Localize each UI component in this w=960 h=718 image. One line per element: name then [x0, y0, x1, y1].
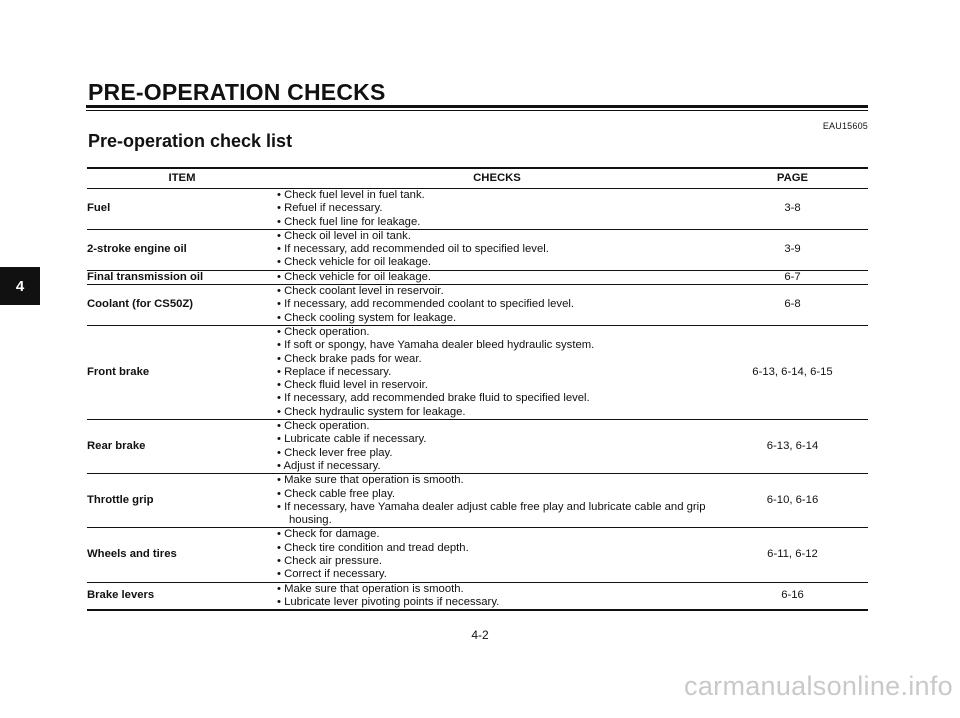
table-row [87, 528, 868, 582]
check-list [277, 420, 717, 473]
check-item: • Check coolant level in reservoir. [277, 285, 444, 298]
check-item: • Make sure that operation is smooth. [277, 474, 464, 487]
checks-cell [277, 420, 717, 474]
checks-cell [277, 189, 717, 230]
item-cell: Brake levers [87, 582, 277, 610]
item-cell: Throttle grip [87, 474, 277, 528]
check-item: • Check cable free play. [277, 487, 396, 500]
check-list [277, 474, 717, 527]
item-cell: 2-stroke engine oil [87, 229, 277, 270]
check-item: • Check fluid level in reservoir. [277, 379, 428, 392]
table-row [87, 189, 868, 230]
item-cell: Final transmission oil [87, 270, 277, 284]
column-header-item: ITEM [87, 168, 277, 189]
check-list [277, 528, 717, 581]
check-item: • If necessary, add recommended coolant to specified level. [277, 298, 574, 311]
chapter-tab: 4 [0, 267, 40, 305]
check-list [277, 285, 717, 325]
checks-cell [277, 528, 717, 582]
column-header-page: PAGE [717, 168, 868, 189]
section-title: PRE-OPERATION CHECKS [88, 79, 386, 105]
check-item: • Check vehicle for oil leakage. [277, 270, 432, 283]
item-cell: Front brake [87, 325, 277, 419]
check-item: • Check brake pads for wear. [277, 352, 422, 365]
check-list [277, 326, 717, 419]
page-cell: 6-10, 6-16 [717, 474, 868, 528]
check-item: • Check fuel level in fuel tank. [277, 189, 425, 201]
table-row [87, 229, 868, 270]
check-item: • Check fuel line for leakage. [277, 215, 421, 228]
page-cell: 6-7 [717, 270, 868, 284]
page-cell: 3-8 [717, 189, 868, 230]
table-row [87, 474, 868, 528]
check-list [277, 230, 717, 270]
table-header-row [87, 168, 868, 189]
check-item: • Make sure that operation is smooth. [277, 582, 464, 595]
title-rule [86, 105, 868, 108]
check-item: • Check cooling system for leakage. [277, 311, 457, 324]
check-item: • Replace if necessary. [277, 365, 392, 378]
check-item: • Check for damage. [277, 528, 380, 541]
check-item: • If necessary, have Yamaha dealer adjust cable free play and lubricate cable and grip housing. [277, 500, 706, 527]
page-cell: 6-8 [717, 285, 868, 326]
page-subtitle: Pre-operation check list [88, 131, 293, 151]
table-body [87, 189, 868, 611]
item-cell: Wheels and tires [87, 528, 277, 582]
check-item: • If necessary, add recommended brake fluid to specified level. [277, 392, 590, 405]
item-cell: Coolant (for CS50Z) [87, 285, 277, 326]
check-item: • Check oil level in oil tank. [277, 229, 411, 242]
page-number: 4-2 [471, 628, 489, 642]
checks-cell [277, 325, 717, 419]
item-cell: Rear brake [87, 420, 277, 474]
check-item: • Check air pressure. [277, 555, 383, 568]
page-cell: 6-13, 6-14, 6-15 [717, 325, 868, 419]
check-item: • Check operation. [277, 325, 370, 338]
table-row [87, 270, 868, 284]
pre-operation-check-table [87, 167, 868, 611]
table-row [87, 420, 868, 474]
checks-cell [277, 582, 717, 610]
page-cell: 3-9 [717, 229, 868, 270]
checks-cell [277, 474, 717, 528]
check-item: • Check operation. [277, 420, 370, 433]
check-item: • Adjust if necessary. [277, 459, 381, 472]
check-item: • If soft or spongy, have Yamaha dealer bleed hydraulic system. [277, 339, 595, 352]
check-item: • Check tire condition and tread depth. [277, 541, 469, 554]
check-item: • Check lever free play. [277, 446, 393, 459]
title-rule-thin [86, 110, 868, 111]
checks-cell [277, 229, 717, 270]
check-item: • Check hydraulic system for leakage. [277, 405, 466, 418]
item-cell: Fuel [87, 189, 277, 230]
check-list [277, 189, 717, 229]
page-cell: 6-16 [717, 582, 868, 610]
column-header-checks: CHECKS [277, 168, 717, 189]
check-item: • Check vehicle for oil leakage. [277, 256, 432, 269]
table-row [87, 325, 868, 419]
table-row [87, 582, 868, 610]
table-row [87, 285, 868, 326]
check-item: • Correct if necessary. [277, 568, 387, 581]
check-item: • Refuel if necessary. [277, 202, 383, 215]
check-item: • If necessary, add recommended oil to specified level. [277, 243, 549, 256]
check-list [277, 271, 717, 284]
check-item: • Lubricate lever pivoting points if necessary. [277, 595, 500, 608]
page-cell: 6-13, 6-14 [717, 420, 868, 474]
check-list [277, 583, 717, 610]
document-code: EAU15605 [822, 121, 868, 131]
page-cell: 6-11, 6-12 [717, 528, 868, 582]
watermark: carmanualsonline.info [684, 671, 953, 701]
checks-cell [277, 285, 717, 326]
check-item: • Lubricate cable if necessary. [277, 433, 427, 446]
checks-cell [277, 270, 717, 284]
